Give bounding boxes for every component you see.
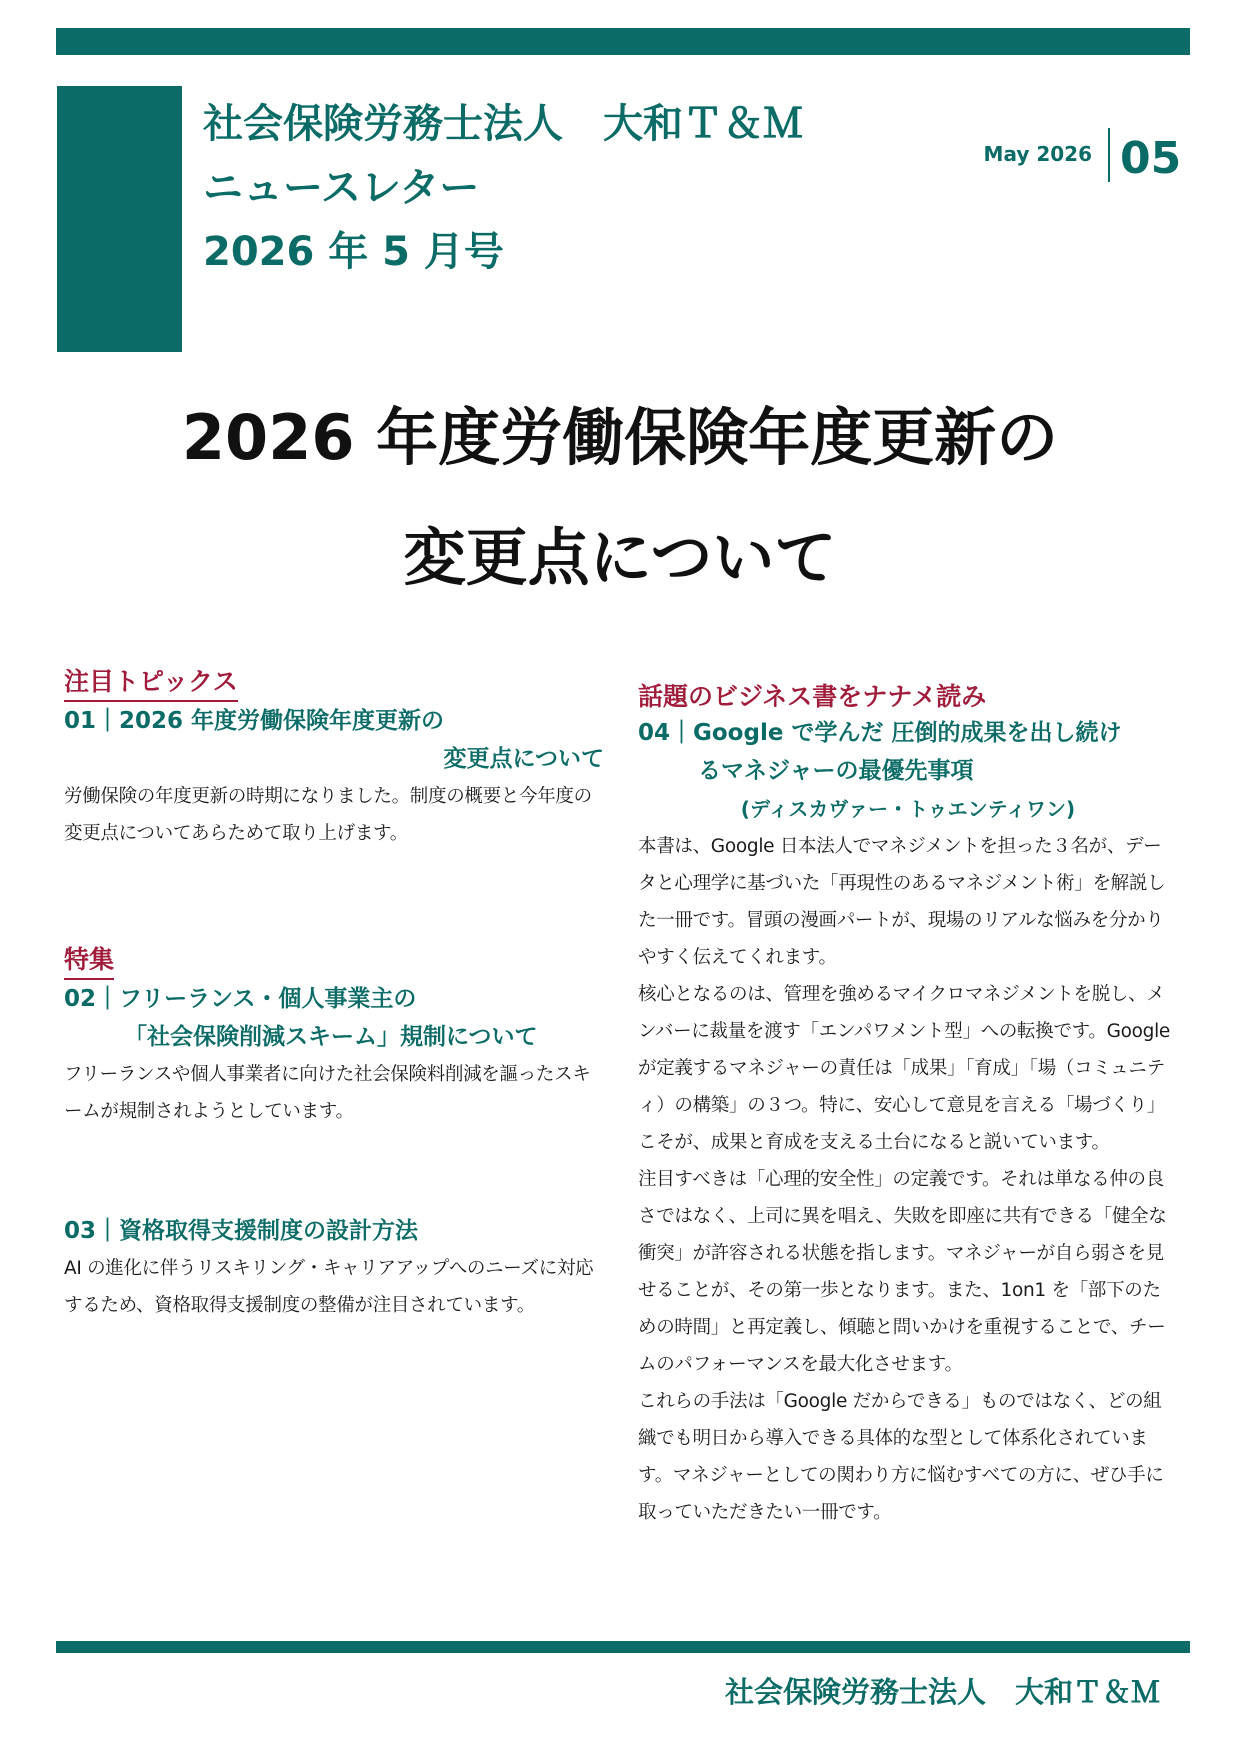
- book-review-section: [638, 680, 1178, 1531]
- newsletter-label: ニュースレター: [203, 165, 480, 211]
- masthead: [203, 92, 923, 284]
- article-2-body: フリーランスや個人事業者に向けた社会保険料削減を謳ったスキームが規制されようとしています。: [64, 1064, 591, 1122]
- article-4-title-line-2: るマネジャーの最優先事項: [698, 758, 974, 784]
- article-2-title: [64, 980, 604, 1056]
- main-headline: [60, 378, 1180, 618]
- article-1-body: 労働保険の年度更新の時期になりました。制度の概要と今年度の変更点についてあらためて取り上げます。: [64, 786, 592, 844]
- headline-line-2: 変更点について: [403, 521, 837, 594]
- topics-section: [64, 666, 604, 852]
- article-1-title: [64, 702, 604, 778]
- footer-org-name: 社会保険労務士法人 大和Ｔ＆Ｍ: [724, 1675, 1160, 1709]
- article-3-body: AI の進化に伴うリスキリング・キャリアアップへのニーズに対応するため、資格取得支援制度の整備が注目されています。: [64, 1258, 594, 1316]
- issue-label: 2026 年 5 月号: [203, 229, 504, 275]
- article-4-title: [638, 714, 1178, 828]
- side-color-block: [57, 86, 182, 352]
- article-3-section: [64, 1212, 604, 1324]
- article-4-title-line-1: 04｜Google で学んだ 圧倒的成果を出し続け: [638, 720, 1122, 746]
- feature-label: 特集: [64, 944, 114, 980]
- headline-line-1: 2026 年度労働保険年度更新の: [181, 401, 1059, 474]
- article-4-body: [638, 828, 1178, 1531]
- topics-label: 注目トピックス: [64, 666, 238, 702]
- article-2-title-line-2: 「社会保険削減スキーム」規制について: [124, 1024, 538, 1050]
- book-review-label: 話題のビジネス書をナナメ読み: [638, 682, 987, 711]
- article-4-paragraph: 核心となるのは、管理を強めるマイクロマネジメントを脱し、メンバーに裁量を渡す「エンパワメント型」への転換です。Google が定義するマネジャーの責任は「成果」「育成」「場（コミュニティ）の構築」の３つ。特に、安心して意見を言える「場づくり」こそが、成果と育成を支える土台になると説いています。: [638, 984, 1171, 1153]
- article-4-paragraph: 本書は、Google 日本法人でマネジメントを担った３名が、データと心理学に基づいた「再現性のあるマネジメント術」を解説した一冊です。冒頭の漫画パートが、現場のリアルな悩みを分かりやすく伝えてくれます。: [638, 836, 1166, 968]
- article-2-title-line-1: 02｜フリーランス・個人事業主の: [64, 986, 417, 1012]
- article-4-paragraph: これらの手法は「Google だからできる」ものではなく、どの組織でも明日から導入できる具体的な型として体系化されています。マネジャーとしての関わり方に悩むすべての方に、ぜひ手に取っていただきたい一冊です。: [638, 1391, 1164, 1523]
- article-1-title-line-2: 変更点について: [443, 746, 604, 772]
- issue-number: 05: [1120, 133, 1182, 184]
- issue-date: May 2026: [983, 142, 1092, 166]
- bottom-rule: [56, 1641, 1190, 1653]
- article-3-title: 03｜資格取得支援制度の設計方法: [64, 1218, 419, 1244]
- article-4-paragraph: 注目すべきは「心理的安全性」の定義です。それは単なる仲の良さではなく、上司に異を唱え、失敗を即座に共有できる「健全な衝突」が許容される状態を指します。マネジャーが自ら弱さを見せることが、その第一歩となります。また、1on1 を「部下のための時間」と再定義し、傾聴と問いかけを重視することで、チームのパフォーマンスを最大化させます。: [638, 1169, 1167, 1375]
- article-1-title-line-1: 01｜2026 年度労働保険年度更新の: [64, 708, 445, 734]
- issue-divider: [1108, 128, 1110, 182]
- top-rule: [56, 28, 1190, 55]
- article-4-publisher: (ディスカヴァー・トゥエンティワン): [740, 797, 1076, 821]
- org-name: 社会保険労務士法人 大和Ｔ＆Ｍ: [203, 101, 803, 147]
- feature-section: [64, 944, 604, 1130]
